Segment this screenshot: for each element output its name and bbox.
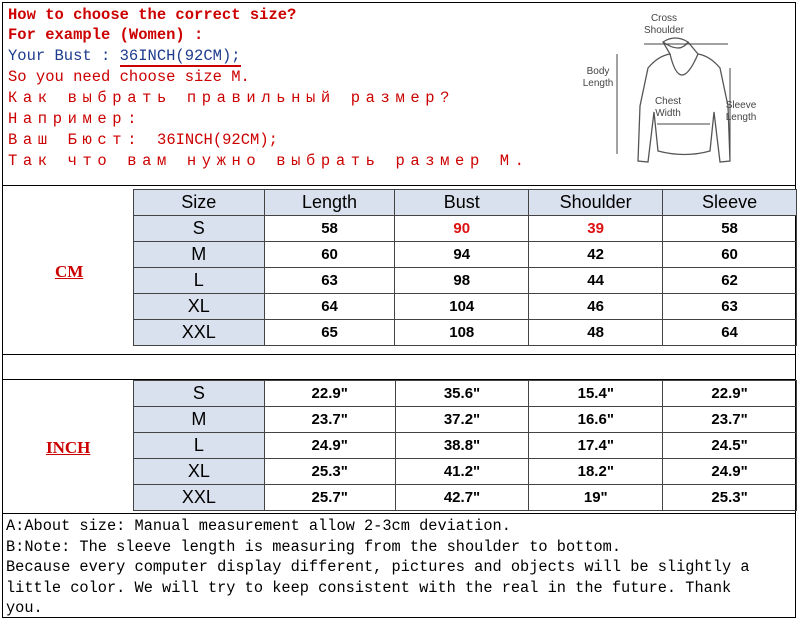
ru-example-line: Например: (8, 110, 143, 128)
sleeve-cell: 23.7" (663, 407, 797, 433)
cm-section-bottom-rule (2, 354, 796, 355)
cross-shoulder-label-2: Shoulder (643, 25, 685, 36)
shoulder-cell: 17.4" (529, 433, 663, 459)
table-row (134, 381, 797, 407)
sleeve-cell: 62 (663, 268, 797, 294)
length-cell: 24.9" (264, 433, 395, 459)
sleeve-cell: 64 (663, 320, 797, 346)
bust-cell: 42.7" (395, 485, 529, 511)
bust-line (8, 47, 241, 65)
shirt-measure-diagram (580, 6, 795, 176)
shoulder-cell: 16.6" (529, 407, 663, 433)
table-row (134, 433, 797, 459)
ru-title-line: Как выбрать правильный размер? (8, 89, 456, 107)
length-cell: 64 (264, 294, 395, 320)
length-cell: 23.7" (264, 407, 395, 433)
table-header-row (134, 190, 797, 216)
sleeve-cell: 24.5" (663, 433, 797, 459)
note-b: B:Note: The sleeve length is measuring from the shoulder to bottom. (6, 537, 622, 556)
shoulder-cell: 42 (529, 242, 663, 268)
shoulder-cell: 15.4" (529, 381, 663, 407)
size-cell: L (134, 268, 265, 294)
size-cell: XXL (134, 485, 265, 511)
ru-bust-value: 36INCH(92CM); (157, 131, 278, 149)
sleeve-cell: 24.9" (663, 459, 797, 485)
size-cell: XL (134, 459, 265, 485)
size-guide-header (4, 4, 564, 180)
header-length: Length (264, 190, 395, 216)
length-cell: 25.3" (264, 459, 395, 485)
cross-shoulder-label-1: Cross (650, 13, 678, 24)
ru-bust-prefix: Ваш Бюст: (8, 131, 158, 149)
notes-divider (2, 513, 796, 514)
size-cell: M (134, 407, 265, 433)
size-cell: S (134, 216, 265, 242)
header-shoulder: Shoulder (529, 190, 663, 216)
bust-value: 36INCH(92CM); (119, 47, 241, 65)
sleeve-length-label-1: Sleeve (725, 100, 757, 111)
cm-unit-label: CM (55, 262, 84, 281)
bust-cell: 41.2" (395, 459, 529, 485)
table-row (134, 242, 797, 268)
table-row (134, 407, 797, 433)
choose-line: So you need choose size M. (8, 68, 250, 86)
size-cell: M (134, 242, 265, 268)
length-cell: 60 (264, 242, 395, 268)
header-sleeve: Sleeve (663, 190, 797, 216)
chest-width-label-1: Chest (654, 96, 682, 107)
shoulder-cell: 19" (529, 485, 663, 511)
table-row (134, 216, 797, 242)
note-a: A:About size: Manual measurement allow 2-3cm deviation. (6, 517, 511, 535)
note-c-line2: little color. We will try to keep consistent with the real in the future. Thank (6, 578, 732, 597)
length-cell: 63 (264, 268, 395, 294)
bust-prefix: Your Bust : (8, 47, 120, 65)
title-line: How to choose the correct size? (8, 6, 297, 24)
header-size: Size (134, 190, 265, 216)
table-row (134, 320, 797, 346)
body-length-label-2: Length (582, 78, 614, 89)
length-cell: 58 (264, 216, 395, 242)
length-cell: 25.7" (264, 485, 395, 511)
table-row (134, 294, 797, 320)
example-line: For example (Women) : (8, 26, 204, 44)
inch-unit-label: INCH (46, 438, 91, 457)
table-row (134, 459, 797, 485)
cm-size-table (133, 189, 797, 346)
bust-cell: 108 (395, 320, 529, 346)
inch-size-table (133, 380, 797, 511)
size-cell: XXL (134, 320, 265, 346)
header-bust: Bust (395, 190, 529, 216)
bust-cell: 35.6" (395, 381, 529, 407)
size-cell: S (134, 381, 265, 407)
bust-cell: 37.2" (395, 407, 529, 433)
sleeve-length-label-2: Length (725, 112, 757, 123)
bust-cell: 98 (395, 268, 529, 294)
body-length-label-1: Body (586, 66, 610, 77)
shoulder-cell: 48 (529, 320, 663, 346)
table-row (134, 485, 797, 511)
note-c-line3: you. (6, 599, 43, 617)
length-cell: 22.9" (264, 381, 395, 407)
ru-bust-line (8, 131, 278, 149)
header-divider (2, 185, 796, 186)
shoulder-cell: 18.2" (529, 459, 663, 485)
shoulder-cell: 39 (529, 216, 663, 242)
shoulder-cell: 46 (529, 294, 663, 320)
size-cell: L (134, 433, 265, 459)
sleeve-cell: 22.9" (663, 381, 797, 407)
ru-choose-line: Так что вам нужно выбрать размер М. (8, 152, 530, 170)
bust-cell: 94 (395, 242, 529, 268)
length-cell: 65 (264, 320, 395, 346)
sleeve-cell: 60 (663, 242, 797, 268)
notes-section (6, 516, 794, 619)
note-c-line1: Because every computer display different, pictures and objects will be slightly a (6, 558, 750, 576)
size-cell: XL (134, 294, 265, 320)
bust-cell: 38.8" (395, 433, 529, 459)
table-row (134, 268, 797, 294)
sleeve-cell: 63 (663, 294, 797, 320)
bust-cell: 90 (395, 216, 529, 242)
chest-width-label-2: Width (655, 108, 681, 119)
shoulder-cell: 44 (529, 268, 663, 294)
sleeve-cell: 25.3" (663, 485, 797, 511)
bust-cell: 104 (395, 294, 529, 320)
sleeve-cell: 58 (663, 216, 797, 242)
